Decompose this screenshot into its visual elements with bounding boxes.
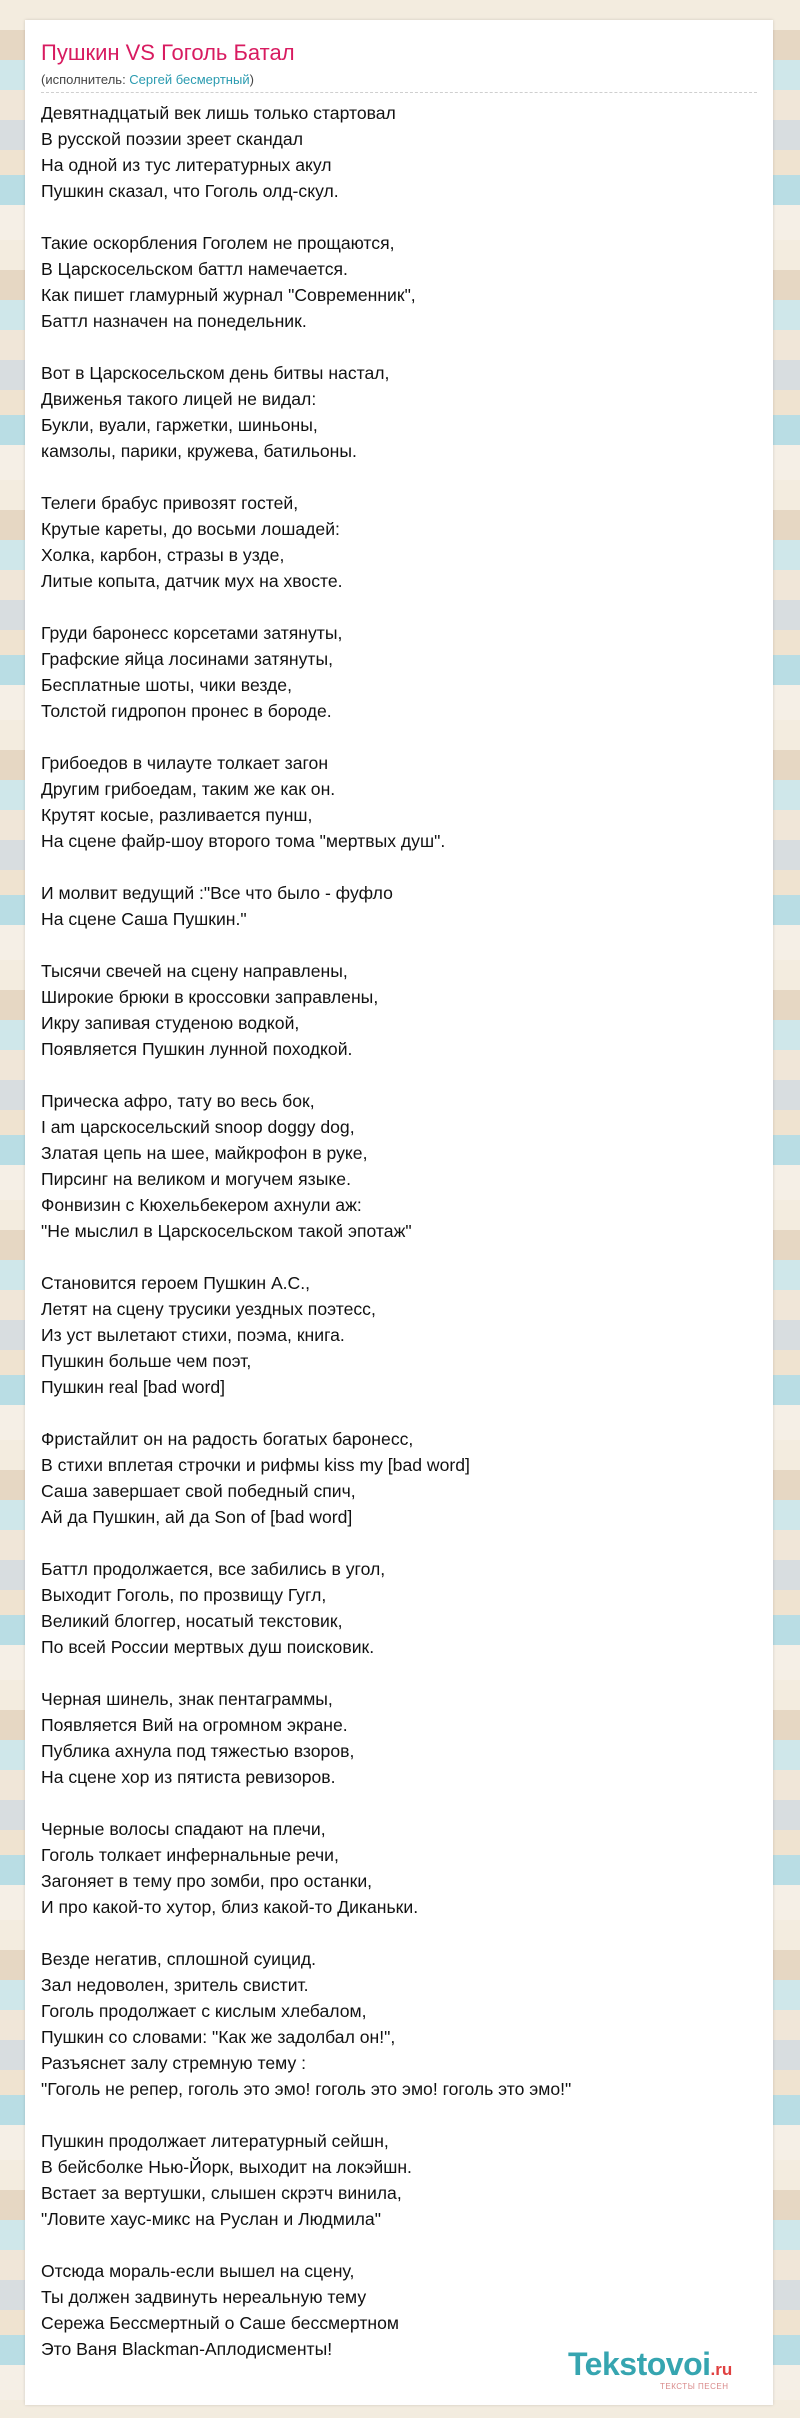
- performer-suffix: ): [249, 72, 254, 87]
- lyrics-line: В стихи вплетая строчки и рифмы kiss my [bad word]: [41, 1455, 470, 1475]
- lyrics-stanza: [41, 880, 741, 932]
- logo-tld: .ru: [710, 2360, 733, 2379]
- lyrics-stanza: [41, 100, 741, 204]
- lyrics-line: Холка, карбон, стразы в узде,: [41, 545, 285, 565]
- lyrics-line: Разъяснет залу стремную тему :: [41, 2053, 307, 2073]
- site-logo[interactable]: [568, 2346, 733, 2391]
- lyrics-line: Выходит Гоголь, по прозвищу Гугл,: [41, 1585, 327, 1605]
- lyrics-stanza: [41, 490, 741, 594]
- lyrics-stanza: [41, 1686, 741, 1790]
- lyrics-line: На сцене Саша Пушкин.": [41, 909, 247, 929]
- lyrics-stanza: [41, 1088, 741, 1244]
- lyrics-line: Пушкин больше чем поэт,: [41, 1351, 252, 1371]
- lyrics-stanza: [41, 1946, 741, 2102]
- lyrics-stanza: [41, 1816, 741, 1920]
- lyrics-line: Литые копыта, датчик мух на хвосте.: [41, 571, 343, 591]
- lyrics-line: Прическа афро, тату во весь бок,: [41, 1091, 315, 1111]
- lyrics-stanza: [41, 1426, 741, 1530]
- lyrics-line: Зал недоволен, зритель свистит.: [41, 1975, 309, 1995]
- lyrics-line: Пушкин продолжает литературный сейшн,: [41, 2131, 389, 2151]
- lyrics-line: Как пишет гламурный журнал "Современник",: [41, 285, 416, 305]
- lyrics-line: Пушкин со словами: "Как же задолбал он!",: [41, 2027, 396, 2047]
- lyrics-line: На сцене файр-шоу второго тома "мертвых душ".: [41, 831, 446, 851]
- lyrics-line: Пушкин сказал, что Гоголь олд-скул.: [41, 181, 339, 201]
- lyrics-line: Сережа Бессмертный о Саше бессмертном: [41, 2313, 399, 2333]
- performer-link[interactable]: Сергей бесмертный: [129, 72, 250, 87]
- lyrics-line: Икру запивая студеною водкой,: [41, 1013, 300, 1033]
- lyrics-line: Из уст вылетают стихи, поэма, книга.: [41, 1325, 345, 1345]
- lyrics-line: Публика ахнула под тяжестью взоров,: [41, 1741, 355, 1761]
- lyrics-line: Становится героем Пушкин А.С.,: [41, 1273, 311, 1293]
- song-title: Пушкин VS Гоголь Батал: [41, 40, 295, 65]
- lyrics-line: Широкие брюки в кроссовки заправлены,: [41, 987, 379, 1007]
- lyrics-line: Ты должен задвинуть нереальную тему: [41, 2287, 367, 2307]
- lyrics-line: Пушкин real [bad word]: [41, 1377, 226, 1397]
- lyrics-line: Баттл продолжается, все забились в угол,: [41, 1559, 386, 1579]
- lyrics-stanza: [41, 750, 741, 854]
- lyrics-line: Баттл назначен на понедельник.: [41, 311, 307, 331]
- lyrics-line: Тысячи свечей на сцену направлены,: [41, 961, 348, 981]
- lyrics-line: Крутые кареты, до восьми лошадей:: [41, 519, 340, 539]
- lyrics-line: Букли, вуали, гаржетки, шиньоны,: [41, 415, 318, 435]
- lyrics-stanza: [41, 2128, 741, 2232]
- performer-line: [41, 72, 254, 87]
- lyrics-line: В Царскосельском баттл намечается.: [41, 259, 348, 279]
- lyrics-line: Такие оскорбления Гоголем не прощаются,: [41, 233, 395, 253]
- lyrics-stanza: [41, 620, 741, 724]
- lyrics-line: Фристайлит он на радость богатых баронесс,: [41, 1429, 414, 1449]
- lyrics-line: Черная шинель, знак пентаграммы,: [41, 1689, 333, 1709]
- lyrics-line: Черные волосы спадают на плечи,: [41, 1819, 326, 1839]
- lyrics-body: [41, 100, 741, 2388]
- logo-brand: Tekstovoi: [568, 2346, 711, 2382]
- lyrics-line: Грибоедов в чилауте толкает загон: [41, 753, 329, 773]
- lyrics-line: Девятнадцатый век лишь только стартовал: [41, 103, 396, 123]
- lyrics-line: И молвит ведущий :"Все что было - фуфло: [41, 883, 393, 903]
- lyrics-line: Бесплатные шоты, чики везде,: [41, 675, 292, 695]
- lyrics-line: Гоголь продолжает с кислым хлебалом,: [41, 2001, 367, 2021]
- lyrics-line: Пирсинг на великом и могучем языке.: [41, 1169, 351, 1189]
- lyrics-line: Графские яйца лосинами затянуты,: [41, 649, 334, 669]
- lyrics-line: Везде негатив, сплошной суицид.: [41, 1949, 317, 1969]
- lyrics-line: Появляется Вий на огромном экране.: [41, 1715, 348, 1735]
- logo-tagline: ТЕКСТЫ ПЕСЕН: [660, 2382, 729, 2391]
- lyrics-line: Отсюда мораль-если вышел на сцену,: [41, 2261, 355, 2281]
- lyrics-line: "Гоголь не репер, гоголь это эмо! гоголь это эмо! гоголь это эмо!": [41, 2079, 572, 2099]
- lyrics-line: Вот в Царскосельском день битвы настал,: [41, 363, 390, 383]
- lyrics-line: камзолы, парики, кружева, батильоны.: [41, 441, 357, 461]
- lyrics-line: Появляется Пушкин лунной походкой.: [41, 1039, 353, 1059]
- lyrics-line: В бейсболке Нью-Йорк, выходит на локэйшн.: [41, 2157, 412, 2177]
- performer-prefix: (исполнитель:: [41, 72, 130, 87]
- lyrics-line: На сцене хор из пятиста ревизоров.: [41, 1767, 336, 1787]
- lyrics-line: "Не мыслил в Царскосельском такой эпотаж": [41, 1221, 412, 1241]
- lyrics-stanza: [41, 1270, 741, 1400]
- lyrics-stanza: [41, 958, 741, 1062]
- lyrics-line: I am царскосельский snoop doggy dog,: [41, 1117, 355, 1137]
- lyrics-line: "Ловите хаус-микс на Руслан и Людмила": [41, 2209, 381, 2229]
- lyrics-line: Телеги брабус привозят гостей,: [41, 493, 299, 513]
- lyrics-stanza: [41, 230, 741, 334]
- lyrics-line: Фонвизин с Кюхельбекером ахнули аж:: [41, 1195, 362, 1215]
- lyrics-line: Летят на сцену трусики уездных поэтесс,: [41, 1299, 376, 1319]
- lyrics-line: На одной из тус литературных акул: [41, 155, 332, 175]
- lyrics-line: Толстой гидропон пронес в бороде.: [41, 701, 332, 721]
- lyrics-line: Саша завершает свой победный спич,: [41, 1481, 356, 1501]
- lyrics-stanza: [41, 360, 741, 464]
- lyrics-line: И про какой-то хутор, близ какой-то Диканьки.: [41, 1897, 419, 1917]
- lyrics-line: Другим грибоедам, таким же как он.: [41, 779, 336, 799]
- lyrics-line: В русской поэзии зреет скандал: [41, 129, 303, 149]
- lyrics-line: Ай да Пушкин, ай да Son of [bad word]: [41, 1507, 353, 1527]
- lyrics-line: Встает за вертушки, слышен скрэтч винила,: [41, 2183, 402, 2203]
- lyrics-line: Гоголь толкает инфернальные речи,: [41, 1845, 339, 1865]
- header-divider: [41, 92, 757, 93]
- lyrics-line: Это Ваня Blackman-Аплодисменты!: [41, 2339, 333, 2359]
- lyrics-card: [25, 20, 773, 2405]
- lyrics-line: Груди баронесс корсетами затянуты,: [41, 623, 343, 643]
- lyrics-line: Златая цепь на шее, майкрофон в руке,: [41, 1143, 368, 1163]
- lyrics-line: Великий блоггер, носатый текстовик,: [41, 1611, 343, 1631]
- lyrics-stanza: [41, 1556, 741, 1660]
- lyrics-line: Движенья такого лицей не видал:: [41, 389, 317, 409]
- lyrics-line: По всей России мертвых душ поисковик.: [41, 1637, 375, 1657]
- lyrics-line: Крутят косые, разливается пунш,: [41, 805, 313, 825]
- lyrics-line: Загоняет в тему про зомби, про останки,: [41, 1871, 373, 1891]
